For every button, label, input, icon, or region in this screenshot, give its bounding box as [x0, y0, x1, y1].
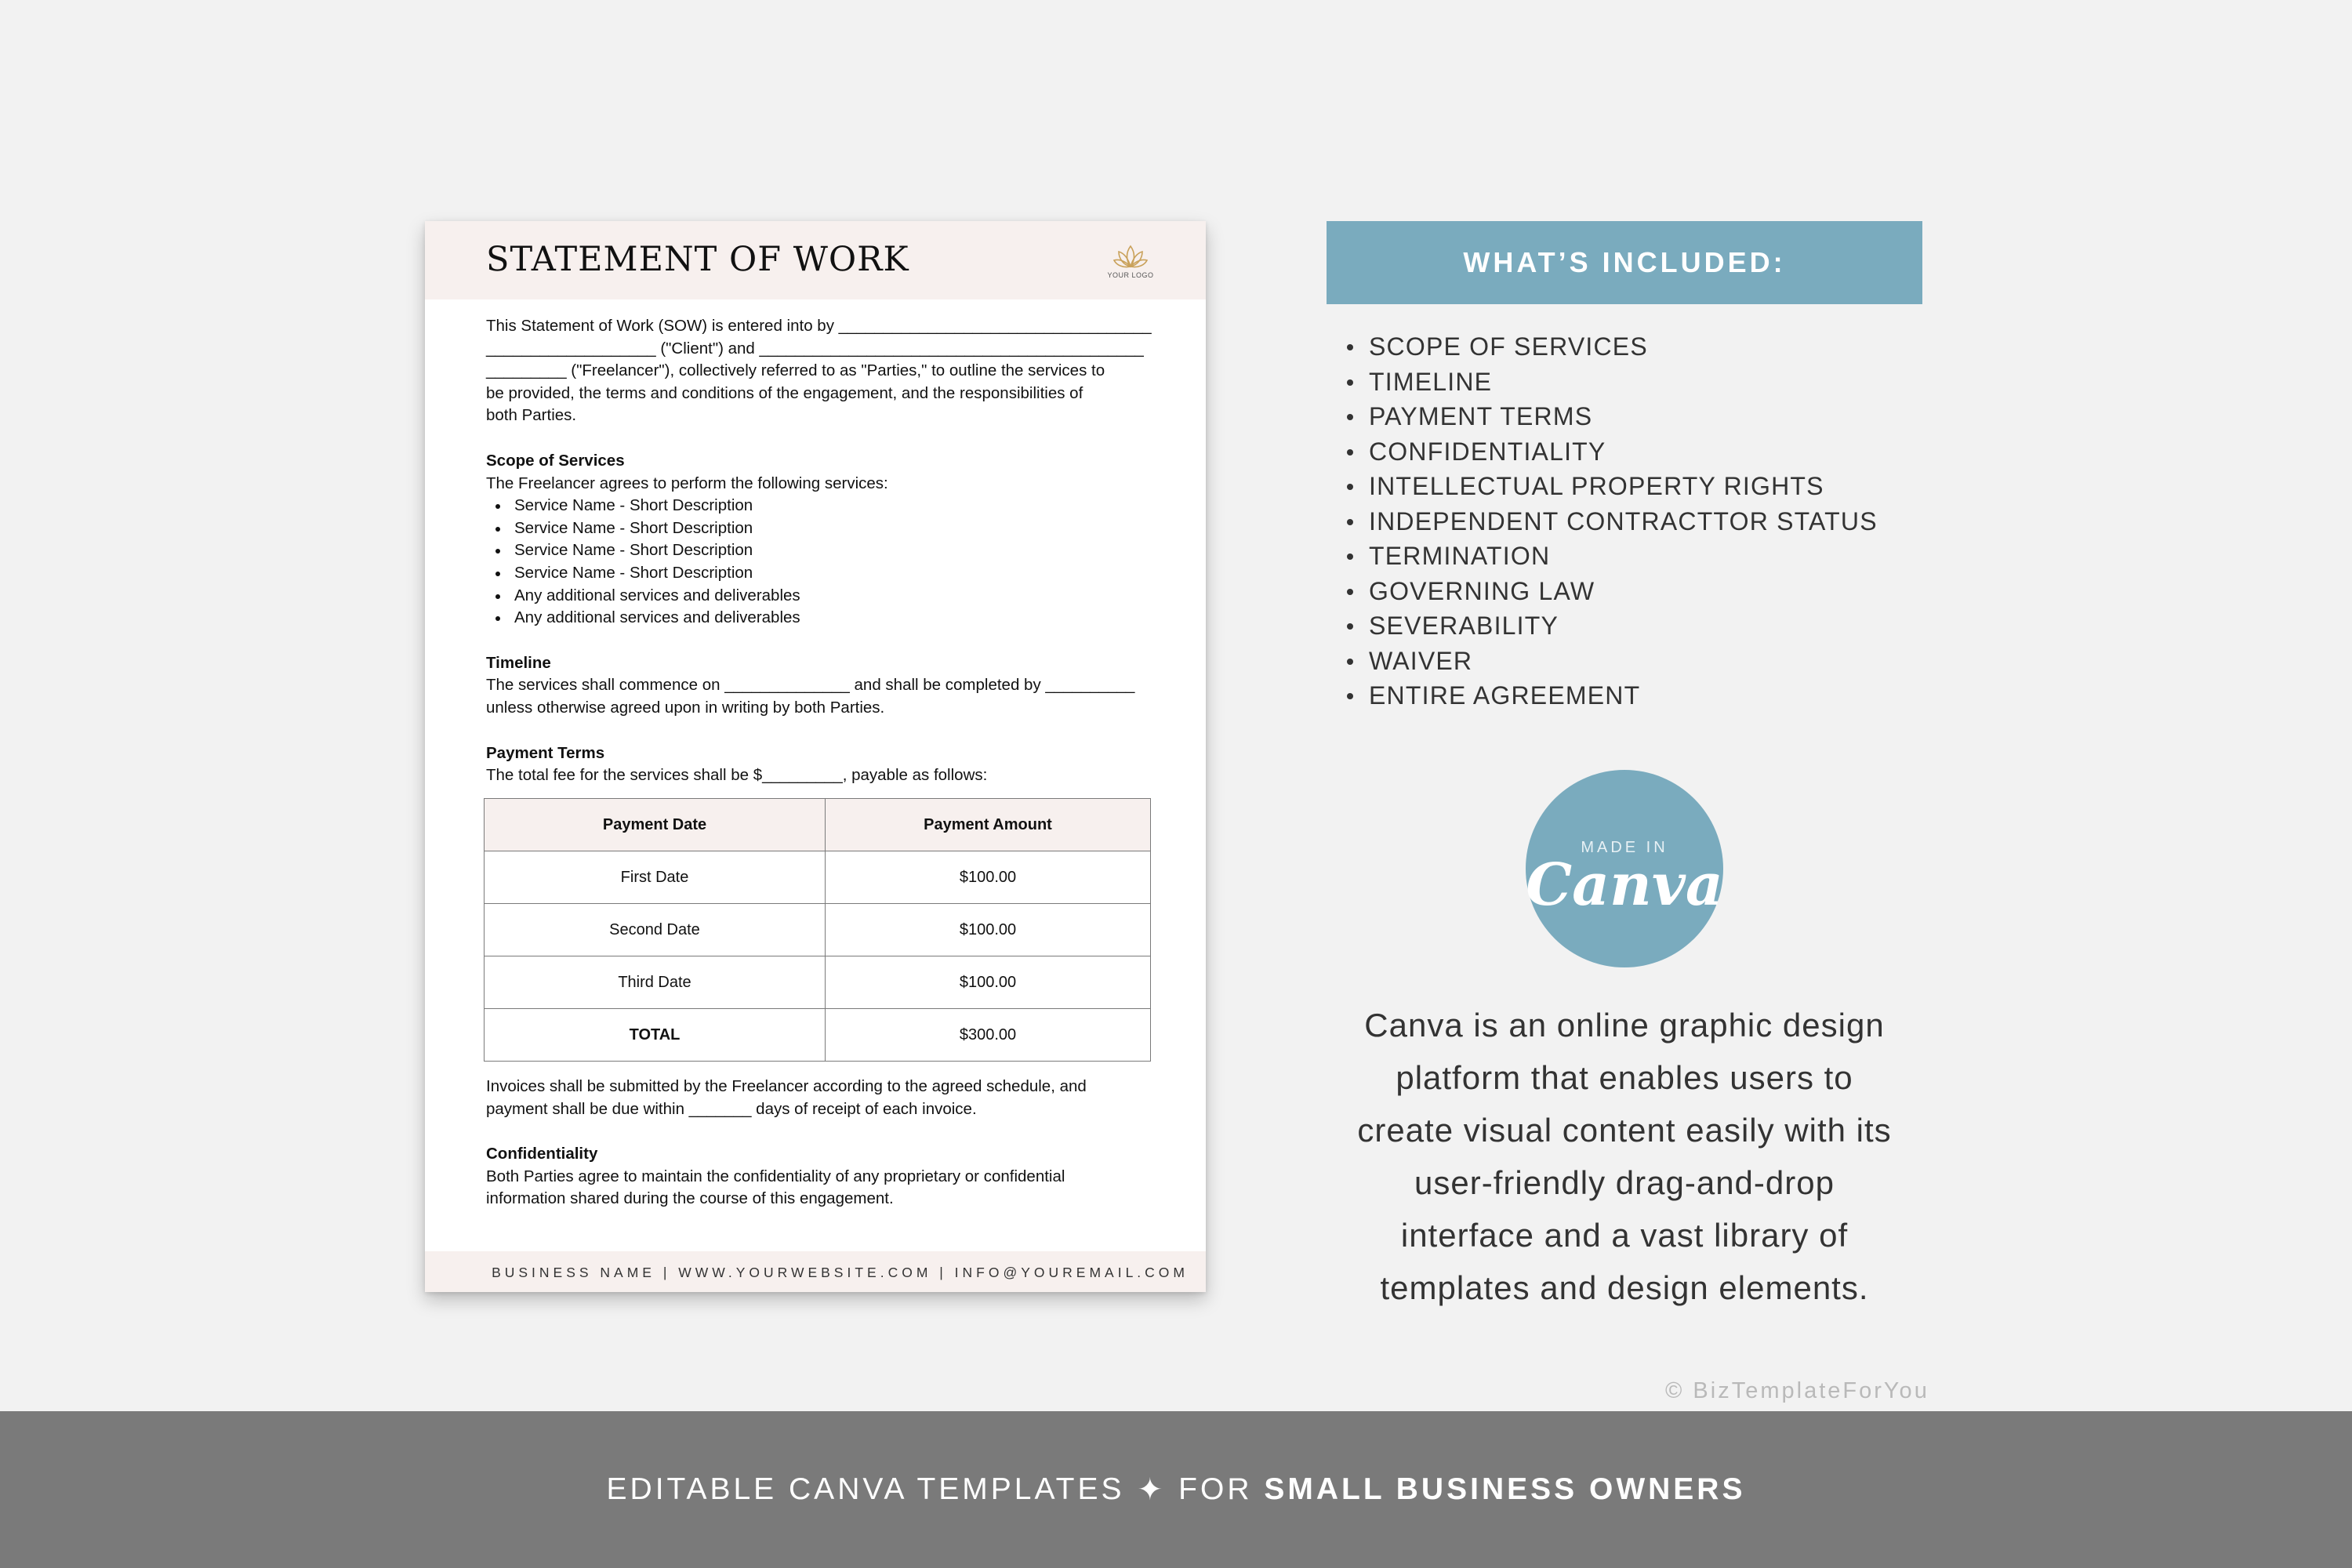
description-line: templates and design elements.: [1380, 1269, 1869, 1306]
table-cell: Third Date: [485, 956, 826, 1009]
included-item: TERMINATION: [1345, 539, 1878, 574]
included-item: GOVERNING LAW: [1345, 574, 1878, 609]
badge-canva-wordmark: Canva: [1526, 851, 1723, 919]
payment-after-line: Invoices shall be submitted by the Freelancer according to the agreed schedule, and: [486, 1077, 1087, 1095]
intro-line: ___________________ ("Client") and ___________________________________________: [486, 339, 1144, 358]
logo-text: YOUR LOGO: [1107, 271, 1154, 279]
document-preview: [425, 221, 1206, 1292]
table-cell: $100.00: [826, 851, 1151, 904]
intro-line: both Parties.: [486, 406, 577, 425]
scope-item: Service Name - Short Description: [486, 517, 1152, 540]
bottom-banner: [0, 1411, 2352, 1568]
column-header: Payment Date: [485, 799, 826, 851]
description-line: create visual content easily with its: [1357, 1112, 1892, 1149]
included-item: INTELLECTUAL PROPERTY RIGHTS: [1345, 469, 1878, 504]
logo: [1107, 243, 1154, 279]
timeline-line: unless otherwise agreed upon in writing by both Parties.: [486, 698, 885, 717]
included-item: WAIVER: [1345, 644, 1878, 679]
table-cell: $300.00: [826, 1009, 1151, 1062]
scope-item: Service Name - Short Description: [486, 562, 1152, 585]
payment-heading: Payment Terms: [486, 743, 605, 762]
table-header-row: [485, 799, 1151, 851]
document-footer: [425, 1251, 1206, 1292]
description-line: platform that enables users to: [1396, 1059, 1853, 1096]
star-icon: ✦: [1137, 1472, 1167, 1507]
scope-item: Service Name - Short Description: [486, 495, 1152, 517]
scope-text: The Freelancer agrees to perform the following services:: [486, 474, 888, 492]
included-item: SCOPE OF SERVICES: [1345, 329, 1878, 365]
timeline-line: The services shall commence on ______________ and shall be completed by __________: [486, 676, 1135, 695]
confidentiality-heading: Confidentiality: [486, 1145, 598, 1163]
included-heading: WHAT’S INCLUDED:: [1327, 221, 1922, 304]
included-item: TIMELINE: [1345, 365, 1878, 400]
intro-line: be provided, the terms and conditions of the engagement, and the responsibilities of: [486, 383, 1083, 402]
document-title: STATEMENT OF WORK: [486, 240, 909, 279]
included-item: PAYMENT TERMS: [1345, 399, 1878, 434]
scope-heading: Scope of Services: [486, 451, 625, 470]
description-line: Canva is an online graphic design: [1364, 1007, 1885, 1044]
table-cell: $100.00: [826, 956, 1151, 1009]
included-list: [1345, 329, 1878, 713]
banner-text-editable: EDITABLE CANVA TEMPLATES: [606, 1472, 1125, 1506]
scope-list: [486, 495, 1152, 630]
scope-item: Any additional services and deliverables: [486, 607, 1152, 630]
copyright-text: © BizTemplateForYou: [1665, 1378, 1929, 1403]
description-line: user-friendly drag-and-drop: [1414, 1164, 1835, 1201]
included-item: CONFIDENTIALITY: [1345, 434, 1878, 470]
table-row: [485, 904, 1151, 956]
table-row: [485, 851, 1151, 904]
payment-text: The total fee for the services shall be $_________, payable as follows:: [486, 766, 988, 785]
confidentiality-line: Both Parties agree to maintain the confidentiality of any proprietary or confidential: [486, 1167, 1065, 1185]
table-cell: $100.00: [826, 904, 1151, 956]
payment-after-line: payment shall be due within _______ days of receipt of each invoice.: [486, 1099, 977, 1118]
canva-description: [1327, 999, 1922, 1314]
intro-line: This Statement of Work (SOW) is entered into by ___________________________________: [486, 317, 1152, 335]
document-body-continued: [486, 1076, 1152, 1210]
column-header: Payment Amount: [826, 799, 1151, 851]
banner-text-for: FOR: [1178, 1472, 1253, 1506]
payment-table: [484, 798, 1151, 1062]
made-in-canva-badge: [1526, 770, 1723, 967]
document-body: [486, 315, 1152, 787]
included-item: INDEPENDENT CONTRACTTOR STATUS: [1345, 504, 1878, 539]
table-total-row: [485, 1009, 1151, 1062]
banner-text-small-business: SMALL BUSINESS OWNERS: [1264, 1472, 1746, 1506]
timeline-heading: Timeline: [486, 653, 551, 672]
table-cell: TOTAL: [485, 1009, 826, 1062]
included-item: ENTIRE AGREEMENT: [1345, 678, 1878, 713]
included-item: SEVERABILITY: [1345, 608, 1878, 644]
scope-item: Any additional services and deliverables: [486, 585, 1152, 608]
footer-text: BUSINESS NAME | WWW.YOURWEBSITE.COM | INFO@YOUREMAIL.COM: [492, 1265, 1189, 1280]
document-header: [425, 221, 1206, 299]
description-line: interface and a vast library of: [1400, 1217, 1849, 1254]
scope-item: Service Name - Short Description: [486, 539, 1152, 562]
badge-made-in: MADE IN: [1581, 839, 1668, 856]
lotus-icon: [1113, 243, 1148, 270]
table-cell: Second Date: [485, 904, 826, 956]
table-row: [485, 956, 1151, 1009]
intro-line: _________ ("Freelancer"), collectively referred to as "Parties," to outline the services to: [486, 361, 1105, 380]
table-cell: First Date: [485, 851, 826, 904]
confidentiality-line: information shared during the course of this engagement.: [486, 1189, 894, 1208]
